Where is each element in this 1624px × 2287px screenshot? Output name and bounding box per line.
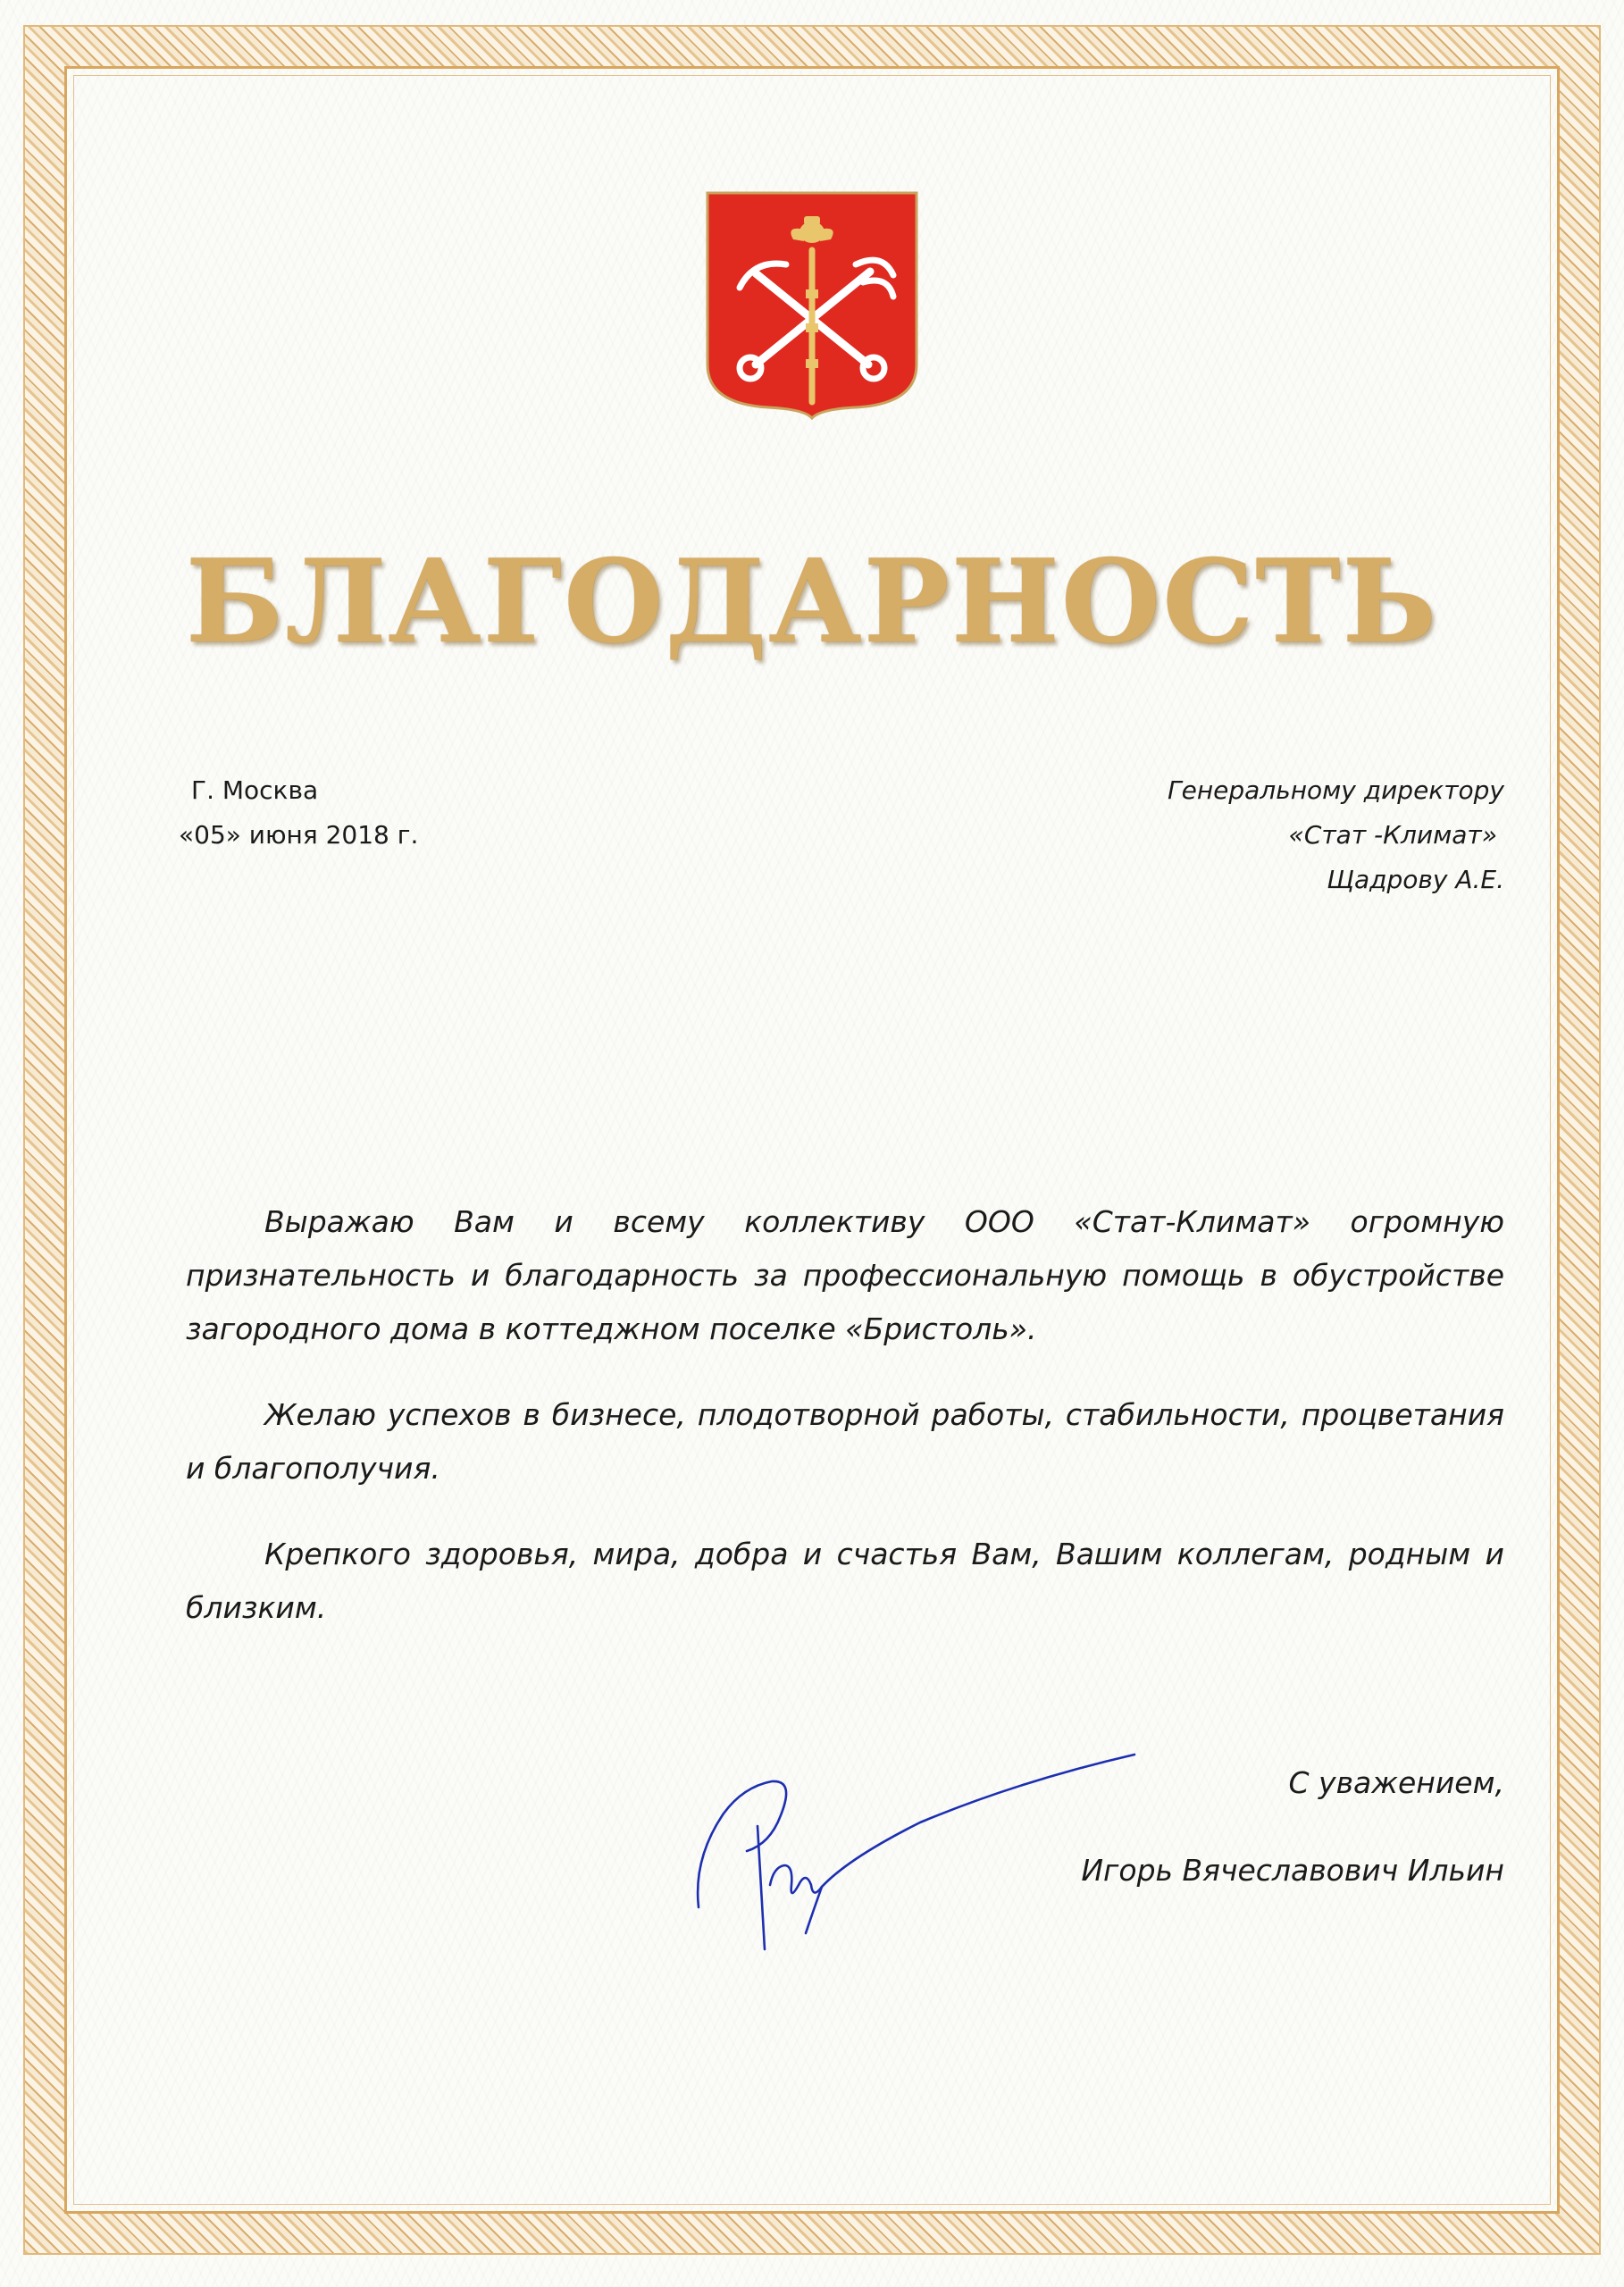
document-title: БЛАГОДАРНОСТЬ (185, 535, 1439, 669)
paragraph-health: Крепкого здоровья, мира, добра и счастья Вам, Вашим коллегам, родным и близким. (186, 1537, 1504, 1625)
city-label: Г. Москва (191, 775, 319, 805)
regards-label: С уважением, (1288, 1765, 1504, 1800)
paragraph-gratitude: Выражаю Вам и всему коллективу ООО «Стат-Климат» огромную признательность и благодарность за профессиональную помощь в обустройстве загородного дома в коттеджном поселке «Бристоль». (186, 1204, 1504, 1346)
closing-block (1081, 1765, 1504, 1889)
place-date-block (179, 768, 418, 858)
recipient-name: Щадрову А.Е. (1327, 865, 1504, 894)
signer-name: Игорь Вячеславович Ильин (1081, 1853, 1504, 1888)
recipient-block (1168, 768, 1504, 902)
recipient-company: «Стат -Климат» (1288, 820, 1497, 850)
coat-of-arms-icon (704, 189, 920, 420)
letter-body (186, 1195, 1504, 1667)
date-label: «05» июня 2018 г. (179, 820, 419, 850)
recipient-position: Генеральному директору (1168, 775, 1504, 805)
paragraph-wishes: Желаю успехов в бизнесе, плодотворной работы, стабильности, процветания и благополучия. (186, 1397, 1504, 1486)
